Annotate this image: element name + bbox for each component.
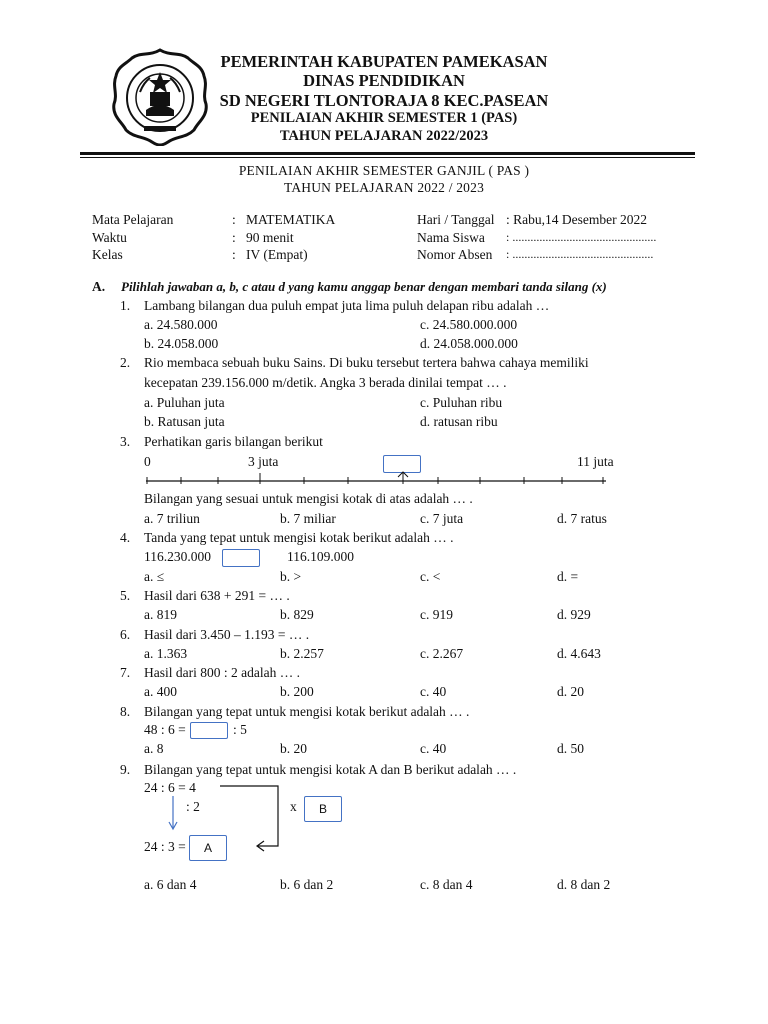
q7-option-b[interactable]: b. 200 [280, 684, 314, 699]
q6-option-a[interactable]: a. 1.363 [144, 646, 188, 661]
q6-option-c[interactable]: c. 2.267 [420, 646, 464, 661]
q8-equation-right: : 5 [233, 722, 247, 737]
hari-label: Hari / Tanggal [417, 212, 495, 227]
q3-option-c[interactable]: c. 7 juta [420, 511, 464, 526]
q9-box-a[interactable] [189, 835, 227, 861]
absen-label: Nomor Absen [417, 247, 493, 262]
q9-equation-1: 24 : 6 = 4 [144, 780, 196, 795]
number-line-label-3: 3 juta [248, 454, 279, 469]
q6-option-b[interactable]: b. 2.257 [280, 646, 324, 661]
q5-number: 5. [120, 588, 131, 603]
colon: : [232, 230, 236, 245]
q9-option-a[interactable]: a. 6 dan 4 [144, 877, 197, 892]
q2-option-b[interactable]: b. Ratusan juta [144, 414, 225, 429]
q9-option-c[interactable]: c. 8 dan 4 [420, 877, 473, 892]
header-divider-thick [80, 152, 695, 155]
q7-text: Hasil dari 800 : 2 adalah … . [144, 665, 300, 680]
header-line-2: DINAS PENDIDIKAN [303, 71, 465, 90]
q2-option-a[interactable]: a. Puluhan juta [144, 395, 225, 410]
number-line-label-0: 0 [144, 454, 151, 469]
q9-box-b[interactable] [304, 796, 342, 822]
q3-option-b[interactable]: b. 7 miliar [280, 511, 336, 526]
q9-text: Bilangan yang tepat untuk mengisi kotak A dan B berikut adalah … . [144, 762, 517, 777]
q4-number: 4. [120, 530, 131, 545]
q9-equation-2: 24 : 3 = [144, 839, 186, 854]
q2-option-d[interactable]: d. ratusan ribu [420, 414, 498, 429]
q7-option-d[interactable]: d. 20 [557, 684, 584, 699]
q8-number: 8. [120, 704, 131, 719]
section-letter: A. [92, 279, 106, 294]
q6-text: Hasil dari 3.450 – 1.193 = … . [144, 627, 310, 642]
q7-option-c[interactable]: c. 40 [420, 684, 447, 699]
q5-option-a[interactable]: a. 819 [144, 607, 177, 622]
q8-option-c[interactable]: c. 40 [420, 741, 447, 756]
q5-text: Hasil dari 638 + 291 = … . [144, 588, 290, 603]
q8-equation-left: 48 : 6 = [144, 722, 186, 737]
q4-text: Tanda yang tepat untuk mengisi kotak berikut adalah … . [144, 530, 454, 545]
q3-number: 3. [120, 434, 131, 449]
q5-option-b[interactable]: b. 829 [280, 607, 314, 622]
q8-answer-box[interactable] [190, 722, 228, 739]
q9-times-sign: x [290, 799, 297, 814]
header-line-3: SD NEGERI TLONTORAJA 8 KEC.PASEAN [219, 91, 549, 110]
q4-left-number: 116.230.000 [144, 549, 211, 564]
q3-option-d[interactable]: d. 7 ratus [557, 511, 607, 526]
q2-number: 2. [120, 355, 131, 370]
exam-year: TAHUN PELAJARAN 2022 / 2023 [283, 180, 485, 195]
nama-field[interactable]: : ................................................ [506, 230, 657, 244]
colon: : [232, 212, 236, 227]
exam-title: PENILAIAN AKHIR SEMESTER GANJIL ( PAS ) [238, 163, 530, 178]
q8-text: Bilangan yang tepat untuk mengisi kotak berikut adalah … . [144, 704, 470, 719]
mapel-label: Mata Pelajaran [92, 212, 174, 227]
q8-option-b[interactable]: b. 20 [280, 741, 307, 756]
q2-text-2: kecepatan 239.156.000 m/detik. Angka 3 berada dinilai tempat … . [144, 375, 507, 390]
q1-option-c[interactable]: c. 24.580.000.000 [420, 317, 518, 332]
header-line-1: PEMERINTAH KABUPATEN PAMEKASAN [220, 52, 548, 71]
q1-text: Lambang bilangan dua puluh empat juta lima puluh delapan ribu adalah … [144, 298, 550, 313]
number-line-label-11: 11 juta [577, 454, 614, 469]
q3-option-a[interactable]: a. 7 triliun [144, 511, 200, 526]
q9-option-d[interactable]: d. 8 dan 2 [557, 877, 611, 892]
q1-option-a[interactable]: a. 24.580.000 [144, 317, 218, 332]
q4-option-c[interactable]: c. < [420, 569, 441, 584]
q5-option-d[interactable]: d. 929 [557, 607, 591, 622]
q4-answer-box[interactable] [222, 549, 260, 567]
q8-option-a[interactable]: a. 8 [144, 741, 164, 756]
q2-option-c[interactable]: c. Puluhan ribu [420, 395, 503, 410]
q9-divide-by-2: : 2 [186, 799, 200, 814]
q3-text-2: Bilangan yang sesuai untuk mengisi kotak di atas adalah … . [144, 491, 473, 506]
header-line-4: PENILAIAN AKHIR SEMESTER 1 (PAS) [250, 110, 518, 126]
header-divider-thin [80, 157, 695, 158]
waktu-label: Waktu [92, 230, 127, 245]
number-line [140, 470, 610, 488]
q8-option-d[interactable]: d. 50 [557, 741, 584, 756]
q3-text: Perhatikan garis bilangan berikut [144, 434, 323, 449]
q4-option-d[interactable]: d. = [557, 569, 579, 584]
q9-number: 9. [120, 762, 131, 777]
q9-option-b[interactable]: b. 6 dan 2 [280, 877, 334, 892]
nama-label: Nama Siswa [417, 230, 485, 245]
header-line-5: TAHUN PELAJARAN 2022/2023 [279, 128, 489, 144]
q6-option-d[interactable]: d. 4.643 [557, 646, 601, 661]
q1-option-b[interactable]: b. 24.058.000 [144, 336, 219, 351]
q2-text: Rio membaca sebuah buku Sains. Di buku tersebut tertera bahwa cahaya memiliki [144, 355, 589, 370]
waktu-value: 90 menit [246, 230, 294, 245]
q1-option-d[interactable]: d. 24.058.000.000 [420, 336, 518, 351]
colon: : [232, 247, 236, 262]
kelas-value: IV (Empat) [246, 247, 308, 262]
q7-number: 7. [120, 665, 131, 680]
q6-number: 6. [120, 627, 131, 642]
kelas-label: Kelas [92, 247, 123, 262]
q9-box-a-label: A [203, 841, 212, 855]
q4-option-a[interactable]: a. ≤ [144, 569, 165, 584]
section-instruction: Pilihlah jawaban a, b, c atau d yang kamu anggap benar dengan membari tanda silang (x) [121, 279, 607, 294]
mapel-value: MATEMATIKA [246, 212, 336, 227]
hari-value: : Rabu,14 Desember 2022 [506, 212, 647, 227]
q1-number: 1. [120, 298, 131, 313]
q5-option-c[interactable]: c. 919 [420, 607, 453, 622]
absen-field[interactable]: : ............................................... [506, 247, 654, 261]
q9-box-b-label: B [318, 802, 327, 816]
q4-right-number: 116.109.000 [287, 549, 354, 564]
q4-option-b[interactable]: b. > [280, 569, 302, 584]
q7-option-a[interactable]: a. 400 [144, 684, 177, 699]
